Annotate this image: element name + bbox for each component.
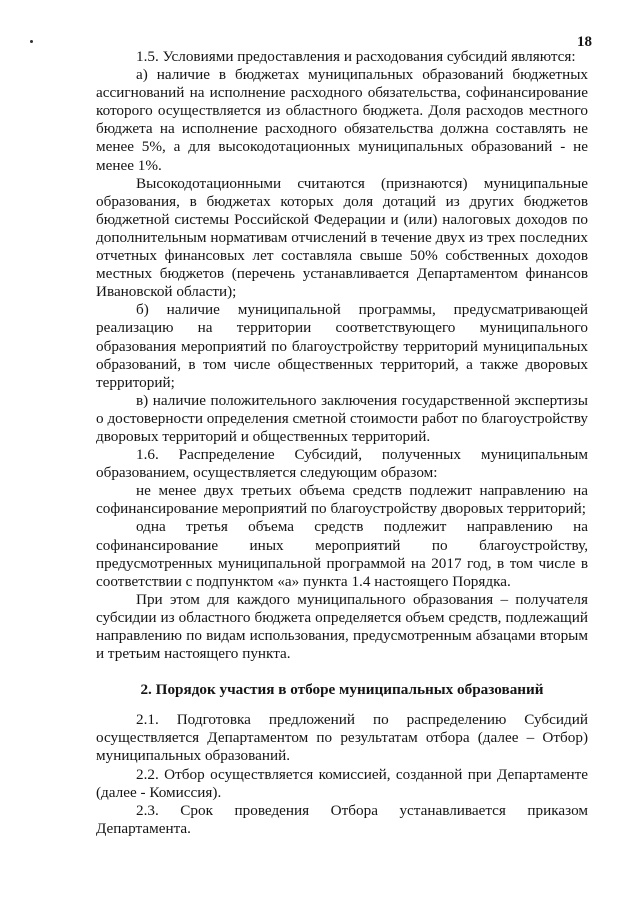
scan-dot: [30, 40, 33, 43]
paragraph-two-thirds: не менее двух третьих объема средств подлежит направлению на софинансирование мероприятий по благоустройству дворовых территорий;: [96, 482, 588, 518]
paragraph-1-5-a: а) наличие в бюджетах муниципальных образований бюджетных ассигнований на исполнение расходного обязательства, софинансирование которого осуществляется из областного бюджета. Доля расходов местного бюджета на исполнение расходного обязательства должна составлять не менее 5%, а для высокодотационных муниципальных образований - не менее 1%.: [96, 66, 588, 174]
paragraph-1-5-b: б) наличие муниципальной программы, предусматривающей реализацию на территории соответствующего муниципального образования мероприятий по благоустройству территорий муниципальных образований, в том числе общественных территорий, а также дворовых территорий;: [96, 301, 588, 391]
paragraph-1-6: 1.6. Распределение Субсидий, полученных муниципальным образованием, осуществляется следующим образом:: [96, 446, 588, 482]
paragraph-1-5-v: в) наличие положительного заключения государственной экспертизы о достоверности определения сметной стоимости работ по благоустройству дворовых территорий и общественных территорий.: [96, 391, 588, 445]
paragraph-high-subsidy: Высокодотационными считаются (признаются) муниципальные образования, в бюджетах которых доля дотаций из других бюджетов бюджетной системы Российской Федерации и (или) налоговых доходов по дополнительным нормативам отчислений в течение двух из трех последних отчетных финансовых лет составляла свыше 50% собственных доходов местных бюджетов (перечень устанавливается Департаментом финансов Ивановской области);: [96, 174, 588, 301]
paragraph-2-3: 2.3. Срок проведения Отбора устанавливается приказом Департамента.: [96, 801, 588, 837]
section-2-heading: 2. Порядок участия в отборе муниципальных образований: [140, 681, 544, 699]
paragraph-one-third: одна третья объема средств подлежит направлению на софинансирование иных мероприятий по благоустройству, предусмотренных муниципальной программой на 2017 год, в том числе в соответствии с подпунктом «а» пункта 1.4 настоящего Порядка.: [96, 518, 588, 590]
page-number: 18: [577, 34, 592, 50]
paragraph-2-2: 2.2. Отбор осуществляется комиссией, созданной при Департаменте (далее - Комиссия).: [96, 765, 588, 801]
paragraph-2-1: 2.1. Подготовка предложений по распределению Субсидий осуществляется Департаментом по результатам отбора (далее – Отбор) муниципальных образований.: [96, 711, 588, 765]
paragraph-1-5: 1.5. Условиями предоставления и расходования субсидий являются:: [136, 48, 576, 65]
paragraph-allocation: При этом для каждого муниципального образования – получателя субсидии из областного бюджета определяется объем средств, подлежащий направлению по видам использования, предусмотренным абзацами вторым и третьим настоящего пункта.: [96, 590, 588, 663]
document-body: [96, 48, 588, 838]
